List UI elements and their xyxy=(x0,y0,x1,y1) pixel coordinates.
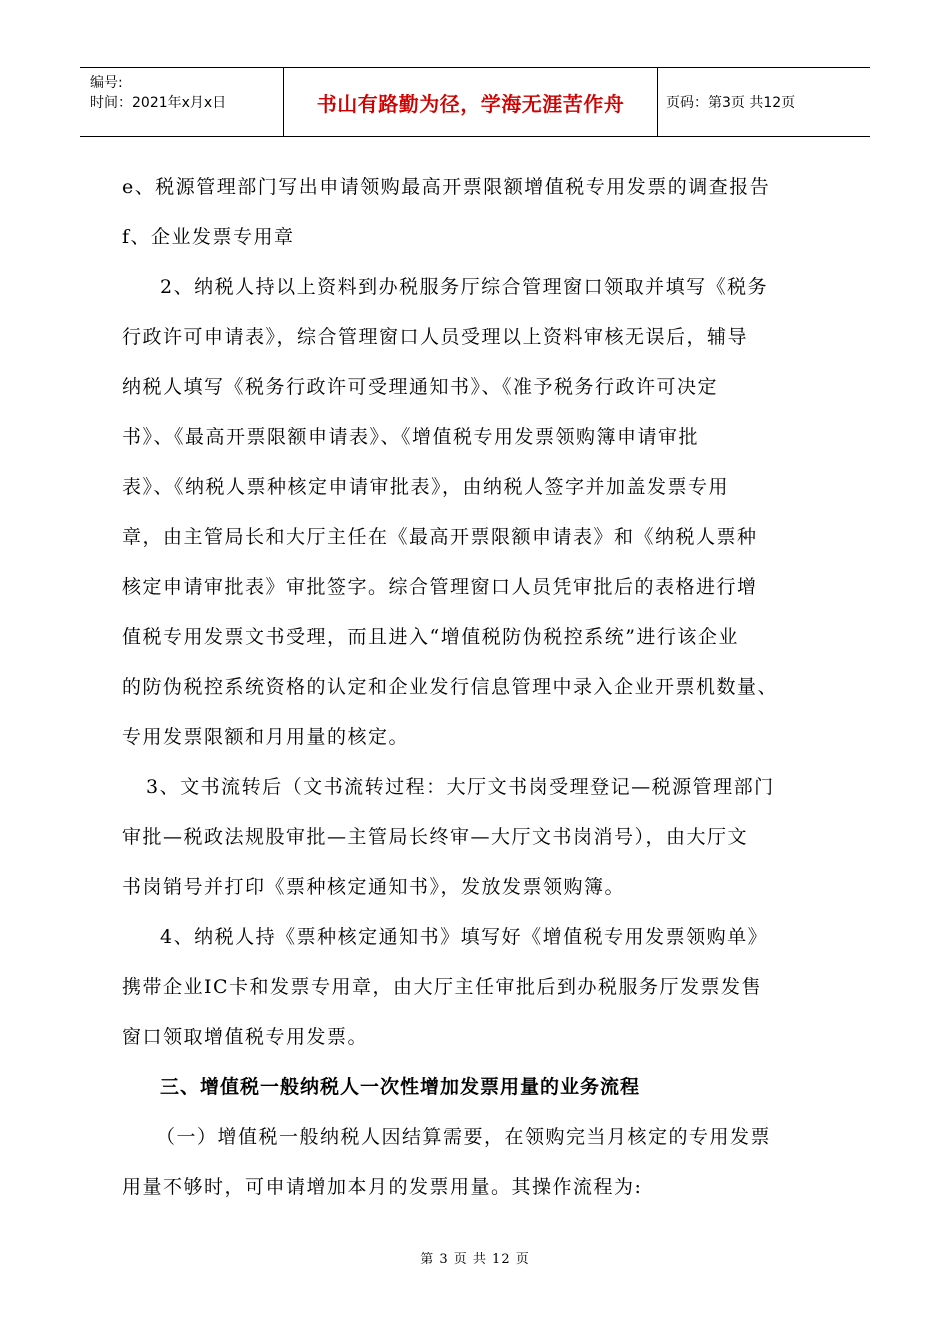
body-line: 核定申请审批表》审批签字。综合管理窗口人员凭审批后的表格进行增 xyxy=(122,576,758,598)
document-date: 时间：2021年x月x日 xyxy=(90,95,227,111)
body-line: 的防伪税控系统资格的认定和企业发行信息管理中录入企业开票机数量、 xyxy=(122,676,779,698)
body-line: 2、纳税人持以上资料到办税服务厅综合管理窗口领取并填写《税务 xyxy=(160,276,769,298)
body-line: 携带企业IC卡和发票专用章，由大厅主任审批后到办税服务厅发票发售 xyxy=(122,976,763,998)
section-heading: 三、增值税一般纳税人一次性增加发票用量的业务流程 xyxy=(160,1076,641,1098)
body-line: 表》、《纳税人票种核定申请审批表》，由纳税人签字并加盖发票专用 xyxy=(122,476,730,498)
body-line: 4、纳税人持《票种核定通知书》填写好《增值税专用发票领购单》 xyxy=(160,926,769,948)
document-number-label: 编号: xyxy=(90,75,123,91)
body-line: 书岗销号并打印《票种核定通知书》，发放发票领购簿。 xyxy=(122,876,626,898)
body-line: （一）增值税一般纳税人因结算需要，在领购完当月核定的专用发票 xyxy=(156,1126,772,1148)
body-line: 值税专用发票文书受理，而且进入“增值税防伪税控系统”进行该企业 xyxy=(122,626,739,648)
header-motto: 书山有路勤为径，学海无涯苦作舟 xyxy=(284,68,658,136)
header-page-number: 页码：第3页 共12页 xyxy=(666,95,796,111)
body-line: f、企业发票专用章 xyxy=(122,226,295,248)
header-meta xyxy=(80,68,284,136)
body-line: 纳税人填写《税务行政许可受理通知书》、《准予税务行政许可决定 xyxy=(122,376,719,398)
page-footer: 第 3 页 共 12 页 xyxy=(420,1252,530,1267)
body-line: 章，由主管局长和大厅主任在《最高开票限额申请表》和《纳税人票种 xyxy=(122,526,758,548)
body-line: 审批—税政法规股审批—主管局长终审—大厅文书岗消号），由大厅文 xyxy=(122,826,749,848)
body-line: 专用发票限额和月用量的核定。 xyxy=(122,726,410,748)
body-line: 3、文书流转后（文书流转过程：大厅文书岗受理登记—税源管理部门 xyxy=(146,776,775,798)
body-line: e、税源管理部门写出申请领购最高开票限额增值税专用发票的调查报告 xyxy=(122,176,771,198)
body-line: 书》、《最高开票限额申请表》、《增值税专用发票领购簿申请审批 xyxy=(122,426,700,448)
body-line: 窗口领取增值税专用发票。 xyxy=(122,1026,369,1048)
body-line: 用量不够时，可申请增加本月的发票用量。其操作流程为: xyxy=(122,1176,643,1198)
page-header xyxy=(80,67,870,137)
body-line: 行政许可申请表》，综合管理窗口人员受理以上资料审核无误后，辅导 xyxy=(122,326,749,348)
